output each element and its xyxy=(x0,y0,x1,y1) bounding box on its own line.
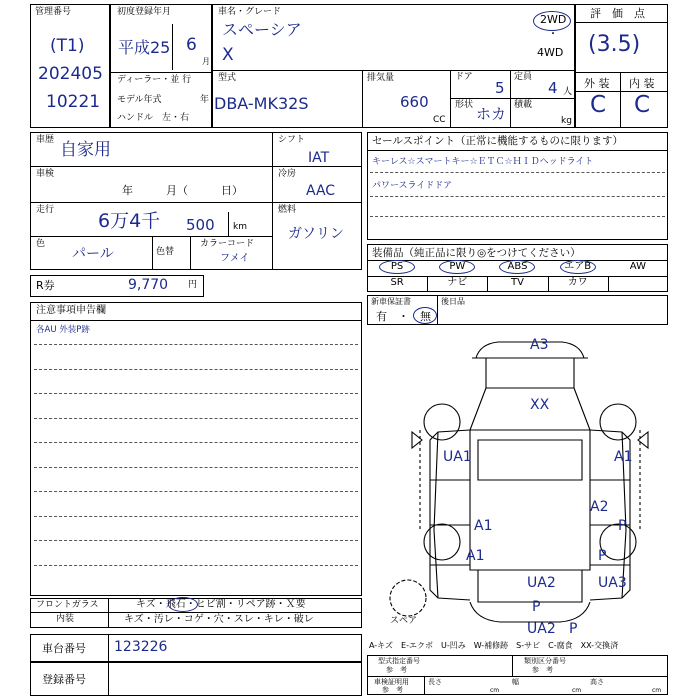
history-value: 自家用 xyxy=(60,140,111,160)
sales-points-line1: キーレス☆スマートキー☆ＥＴＣ☆ＨＩＤヘッドライト xyxy=(372,157,594,167)
mileage-label: 走行 xyxy=(36,205,55,215)
interior-glass-value: キズ・汚レ・コゲ・穴・スレ・キレ・破レ xyxy=(124,614,314,625)
damage-mark: A1 xyxy=(466,548,485,564)
equipment-item: エアB xyxy=(564,261,592,272)
damage-mark: UA2 xyxy=(527,575,556,591)
interior-glass-label: 内装 xyxy=(56,614,75,624)
equipment-item: PS xyxy=(390,261,404,272)
width-label: 幅 xyxy=(512,678,519,686)
equipment-circle xyxy=(439,260,475,274)
sales-points-line2: パワースライドドア xyxy=(372,181,453,191)
car-name-label: 車名・グレード xyxy=(218,7,282,17)
capacity-label: 定員 xyxy=(514,72,533,82)
shape-label: 形状 xyxy=(455,100,474,110)
month-unit: 月 xyxy=(202,57,210,66)
chassis-value: 123226 xyxy=(114,639,168,655)
yen-unit: 円 xyxy=(188,280,198,290)
history-label: 車歴 xyxy=(36,135,55,145)
color-change-label: 色替 xyxy=(156,247,175,257)
damage-mark: UA2 xyxy=(527,621,556,637)
equipment-item: SR xyxy=(390,277,404,288)
load-label: 積載 xyxy=(514,100,533,110)
damage-mark: XX xyxy=(530,397,550,413)
color-code: フメイ xyxy=(220,253,250,264)
shift-label: シフト xyxy=(278,135,306,145)
first-reg-era: 平成25 xyxy=(118,38,171,57)
category-ref: 参 考 xyxy=(532,666,553,674)
color-code-label: カラーコード xyxy=(200,239,255,249)
shape: ホカ xyxy=(476,105,507,123)
color-label: 色 xyxy=(36,239,46,249)
capacity: 4 xyxy=(548,79,558,97)
car-damage-diagram xyxy=(360,330,680,630)
grade: X xyxy=(222,45,234,65)
r-ticket-value: 9,770 xyxy=(128,277,169,293)
kg-unit: kg xyxy=(561,116,572,126)
color-value: パール xyxy=(72,246,114,262)
sales-points-title: セールスポイント（正常に機能するものに限ります） xyxy=(372,135,624,147)
drive-2wd: 2WD xyxy=(540,13,567,26)
notes-title: 注意事項申告欄 xyxy=(36,305,106,316)
inspection-value: 年 月（ 日） xyxy=(122,184,243,197)
model-code: DBA-MK32S xyxy=(214,94,309,113)
damage-legend: A-キズ E-エクボ U-凹み W-補修跡 S-サビ C-腐食 XX-交換済 xyxy=(369,641,619,650)
width-unit: cm xyxy=(572,687,582,694)
model-year-label: モデル年式 xyxy=(117,95,162,105)
damage-mark: P xyxy=(532,599,541,615)
interior-label: 内 装 xyxy=(629,77,655,90)
year-unit: 年 xyxy=(200,95,210,105)
notes-line1: 各AU 外装P跡 xyxy=(36,325,90,335)
door-label: ドア xyxy=(455,72,473,82)
score-label: 評 価 点 xyxy=(590,7,645,20)
equipment-title: 装備品（純正品に限り◎をつけてください） xyxy=(372,247,581,259)
equipment-item: AW xyxy=(629,261,646,272)
fuel-value: ガソリン xyxy=(288,226,344,242)
damage-mark: A3 xyxy=(530,337,549,353)
front-glass-value: キズ・飛石・ヒビ割・リペア跡・Ｘ要 xyxy=(136,599,306,610)
length-unit: cm xyxy=(490,687,500,694)
management-no-label: 管理番号 xyxy=(35,7,72,17)
damage-mark: A1 xyxy=(614,449,633,465)
warranty-label: 新車保証書 xyxy=(371,297,411,306)
cert-label: 車検証明用 xyxy=(374,678,409,686)
damage-mark: A2 xyxy=(590,499,609,515)
spare-label: スペア xyxy=(390,616,418,626)
damage-mark: UA3 xyxy=(598,575,627,591)
handle-label: ハンドル 左・右 xyxy=(117,113,190,123)
height-unit: cm xyxy=(652,687,662,694)
type-designation-ref: 参 考 xyxy=(386,666,407,674)
drive-4wd: 4WD xyxy=(537,46,564,59)
shift-value: IAT xyxy=(308,150,330,166)
r-ticket-box xyxy=(30,275,204,297)
equipment-item: カワ xyxy=(567,277,588,288)
height-label: 高さ xyxy=(590,678,604,686)
damage-mark: UA1 xyxy=(443,449,472,465)
dealer-label: ディーラー・並 行 xyxy=(117,75,192,85)
cc-unit: CC xyxy=(433,115,446,125)
first-reg-box xyxy=(110,4,212,128)
type-designation-label: 型式指定番号 xyxy=(378,657,420,665)
mileage-sub: 500 xyxy=(186,216,215,234)
category-label: 類別区分番号 xyxy=(524,657,566,665)
mileage-value: 6万4千 xyxy=(98,210,161,232)
equipment-circle xyxy=(560,260,596,274)
equipment-item: ABS xyxy=(507,261,528,272)
management-code: (T1) xyxy=(50,36,85,56)
management-no-1: 202405 xyxy=(38,64,103,84)
length-label: 長さ xyxy=(428,678,442,686)
displacement-label: 排気量 xyxy=(367,73,395,83)
warranty-value: 有 ・ 無 xyxy=(376,310,431,323)
front-glass-label: フロントガラス xyxy=(36,600,99,610)
fuel-label: 燃料 xyxy=(278,205,297,215)
equipment-item: PW xyxy=(449,261,466,272)
damage-mark: P xyxy=(569,621,578,637)
drive-dot: ・ xyxy=(548,29,558,40)
management-no-2: 10221 xyxy=(46,92,101,112)
equipment-item: ナビ xyxy=(447,277,468,288)
first-reg-month: 6 xyxy=(186,35,197,55)
damage-mark: P xyxy=(618,518,627,534)
chip-circle xyxy=(168,597,198,612)
chassis-label: 車台番号 xyxy=(42,642,86,655)
car-name: スペーシア xyxy=(222,20,302,39)
capacity-unit: 人 xyxy=(563,87,573,97)
doors: 5 xyxy=(495,79,505,97)
damage-mark: P xyxy=(598,548,607,564)
reg-label: 後日品 xyxy=(441,297,465,306)
reg-no-label: 登録番号 xyxy=(42,673,86,686)
warranty-none-circle xyxy=(413,307,437,324)
ac-label: 冷房 xyxy=(278,169,297,179)
r-ticket-label: R券 xyxy=(36,279,55,292)
first-reg-label: 初度登録年月 xyxy=(117,7,172,17)
score: (3.5) xyxy=(588,32,641,57)
inspection-label: 車検 xyxy=(36,169,55,179)
equipment-item: TV xyxy=(511,277,524,288)
damage-mark: A1 xyxy=(474,518,493,534)
ac-value: AAC xyxy=(306,183,336,199)
displacement: 660 xyxy=(400,93,429,111)
exterior-label: 外 装 xyxy=(584,77,610,90)
cert-ref: 参 考 xyxy=(382,686,403,694)
exterior-grade: C xyxy=(590,92,607,118)
model-label: 型式 xyxy=(218,73,237,83)
notes-box xyxy=(30,302,362,596)
interior-grade: C xyxy=(634,92,651,118)
equipment-circle xyxy=(379,260,415,274)
km-unit: km xyxy=(233,222,247,232)
